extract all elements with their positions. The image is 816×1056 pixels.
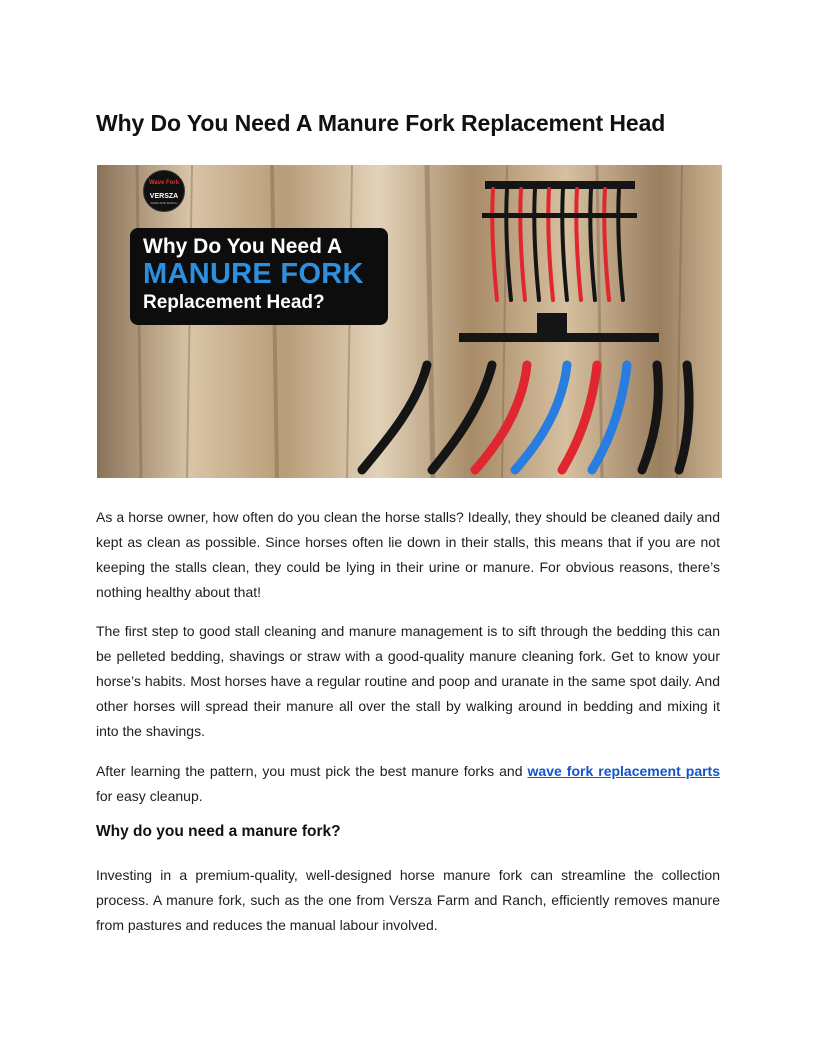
hero-overlay-line1: Why Do You Need A (143, 235, 343, 258)
brand-logo (143, 170, 185, 212)
paragraph-first-step: The first step to good stall cleaning and manure management is to sift through the bedding this can be pelleted bedding, shavings or straw with a good-quality manure cleaning fork. Get to know your horse’s habits. Most horses have a regular routine and poop and uranate in the same spot daily. And other horses will spread their manure all over the stall by walking around in bedding and mixing it into the shavings. (96, 623, 720, 739)
paragraph-intro: As a horse owner, how often do you clean the horse stalls? Ideally, they should be cleaned daily and kept as clean as possible. Since horses often lie down in their stalls, this means that if you are not keeping the stalls clean, they could be lying in their urine or manure. For obvious reasons, there’s nothing healthy about that! (96, 509, 720, 600)
hero-overlay-line3: Replacement Head? (143, 292, 325, 313)
brand-logo-top: Wave Fork (148, 180, 180, 186)
hero-overlay-card (130, 228, 388, 325)
wave-fork-parts-link[interactable]: wave fork replacement parts (527, 763, 721, 779)
brand-logo-sub: FARM AND RANCH (150, 201, 178, 205)
brand-logo-bottom: VERSZA (149, 193, 179, 200)
paragraph-pattern-text-before: After learning the pattern, you must pick the best manure forks and (96, 763, 528, 779)
section-heading: Why do you need a manure fork? (96, 823, 341, 840)
hero-image (97, 165, 722, 478)
page-title: Why Do You Need A Manure Fork Replacement Head (96, 110, 666, 136)
paragraph-pattern-text-after: for easy cleanup. (96, 788, 203, 804)
paragraph-pattern (96, 759, 720, 809)
hero-overlay-line2: MANURE FORK (143, 258, 364, 290)
paragraph-investing: Investing in a premium-quality, well-designed horse manure fork can streamline the collection process. A manure fork, such as the one from Versza Farm and Ranch, efficiently removes manure from pastures and reduces the manual labour involved. (96, 867, 720, 933)
